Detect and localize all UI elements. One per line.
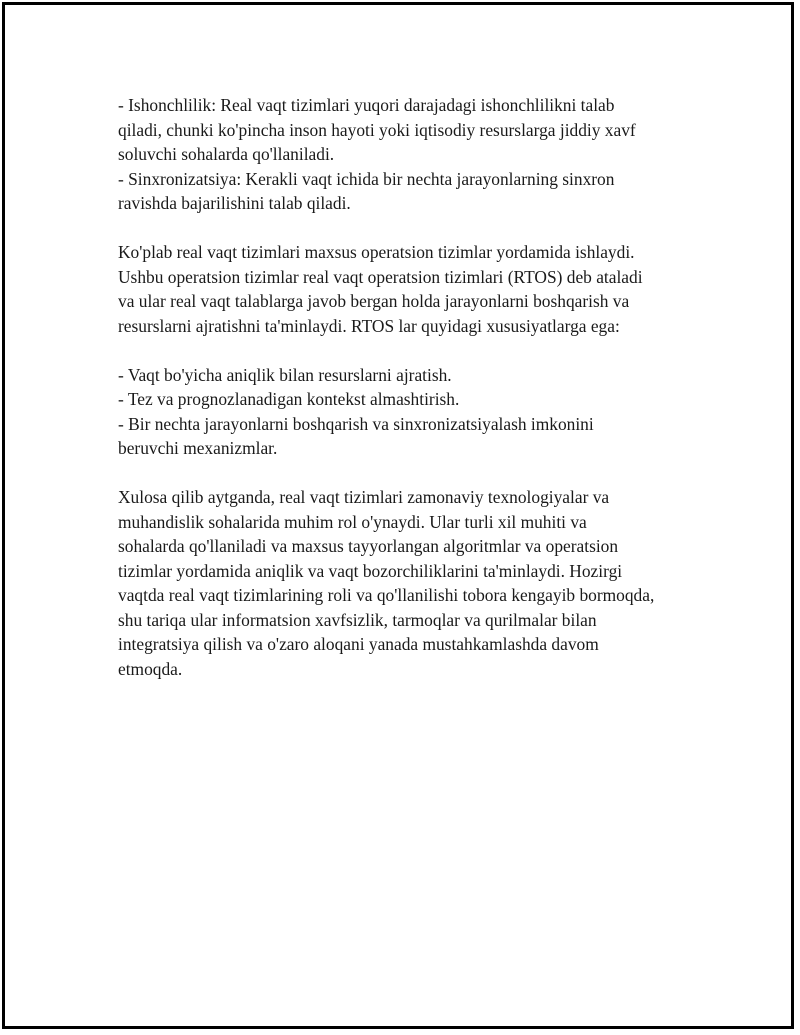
text-line: shu tariqa ular informatsion xavfsizlik, tarmoqlar va qurilmalar bilan xyxy=(118,609,597,630)
text-line: ravishda bajarilishini talab qiladi. xyxy=(118,193,351,213)
text-line: resurslarni ajratishni ta'minlaydi. RTOS lar quyidagi xususiyatlarga ega: xyxy=(118,315,620,336)
text-line: - Tez va prognozlanadigan kontekst almashtirish. xyxy=(118,389,460,409)
text-line: beruvchi mexanizmlar. xyxy=(118,438,278,458)
text-line: va ular real vaqt talablarga javob bergan holda jarayonlarni boshqarish va xyxy=(118,291,630,311)
text-line: integratsiya qilish va o'zaro aloqani yanada mustahkamlashda davom xyxy=(118,634,599,654)
text-line: soluvchi sohalarda qo'llaniladi. xyxy=(118,144,335,164)
text-line: - Sinxronizatsiya: Kerakli vaqt ichida bir nechta jarayonlarning sinxron xyxy=(118,168,615,189)
text-line: etmoqda. xyxy=(118,658,183,679)
text-line: sohalarda qo'llaniladi va maxsus tayyorlangan algoritmlar va operatsion xyxy=(118,536,619,556)
text-line: vaqtda real vaqt tizimlarining roli va qo'llanilishi tobora kengayib bormoqda, xyxy=(118,585,655,605)
text-line: tizimlar yordamida aniqlik va vaqt bozorchiliklarini ta'minlaydi. Hozirgi xyxy=(118,560,623,581)
text-line: qiladi, chunki ko'pincha inson hayoti yoki iqtisodiy resurslarga jiddiy xavf xyxy=(118,119,636,140)
paragraph-gap xyxy=(118,216,708,241)
paragraph-gap xyxy=(118,461,708,486)
text-line: Xulosa qilib aytganda, real vaqt tizimlari zamonaviy texnologiyalar va xyxy=(118,487,610,507)
text-line: - Ishonchlilik: Real vaqt tizimlari yuqori darajadagi ishonchlilikni talab xyxy=(118,95,615,115)
paragraph-gap xyxy=(118,338,708,363)
document-body xyxy=(118,93,708,681)
text-line: - Vaqt bo'yicha aniqlik bilan resurslarni ajratish. xyxy=(118,364,452,385)
text-line: Ushbu operatsion tizimlar real vaqt operatsion tizimlari (RTOS) deb ataladi xyxy=(118,266,643,287)
text-line: muhandislik sohalarida muhim rol o'ynaydi. Ular turli xil muhiti va xyxy=(118,511,587,532)
text-line: Ko'plab real vaqt tizimlari maxsus operatsion tizimlar yordamida ishlaydi. xyxy=(118,242,635,262)
text-line: - Bir nechta jarayonlarni boshqarish va sinxronizatsiyalash imkonini xyxy=(118,413,594,434)
